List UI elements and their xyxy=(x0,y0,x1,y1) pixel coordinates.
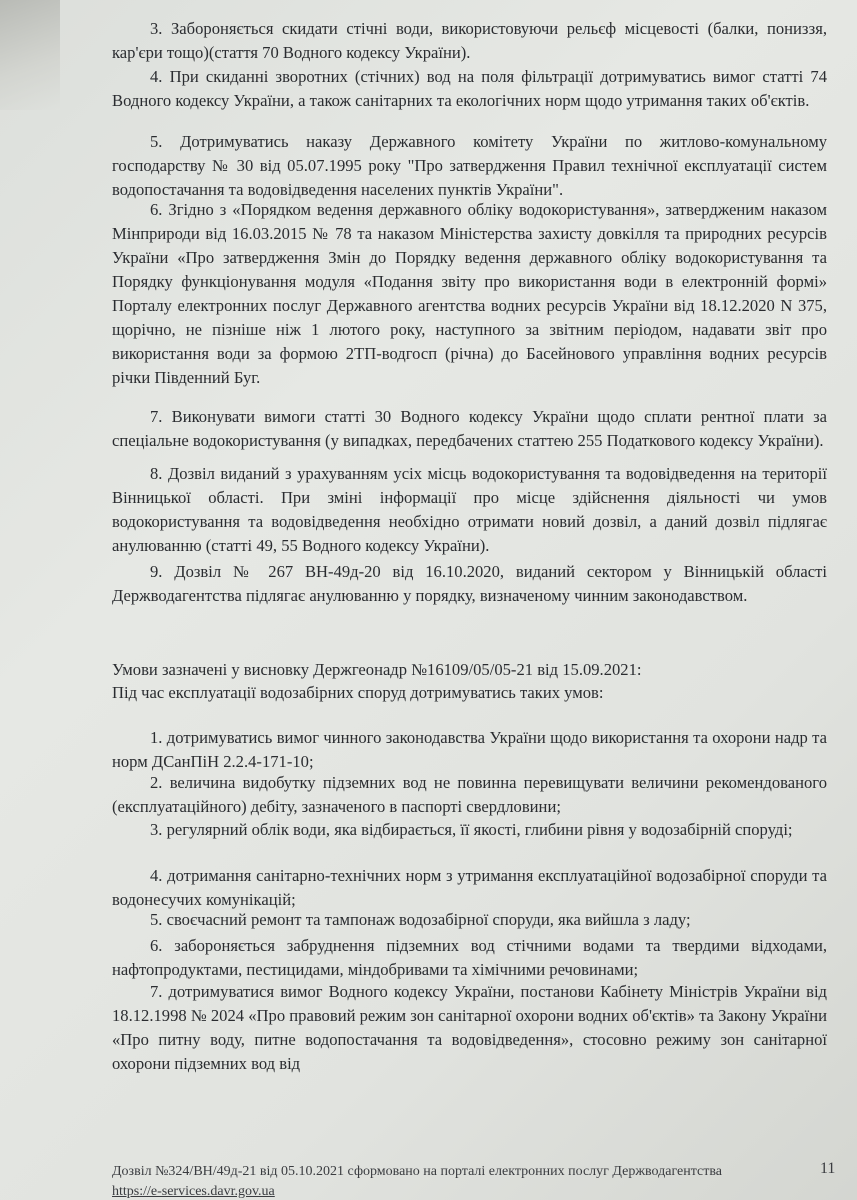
conditions-title: Умови зазначені у висновку Держгеонадр №16109/05/05-21 від 15.09.2021: xyxy=(112,660,642,679)
footer-link[interactable]: https://e-services.davr.gov.ua xyxy=(112,1184,275,1199)
condition-item-2: 2. величина видобутку підземних вод не повинна перевищувати величини рекомендованого (експлуатаційного) дебіту, зазначеного в паспорті свердловини; xyxy=(112,773,827,816)
page-footer xyxy=(112,1162,722,1200)
paragraph-item-9: 9. Дозвіл № 267 ВН-49д-20 від 16.10.2020, виданий сектором у Вінницькій області Держводагентства підлягає анулюванню у порядку, визначеному чинним законодавством. xyxy=(112,562,827,605)
condition-item-1: 1. дотримуватись вимог чинного законодавства України щодо використання та охорони надр та норм ДСанПіН 2.2.4-171-10; xyxy=(112,728,827,771)
paragraph-item-8: 8. Дозвіл виданий з урахуванням усіх місць водокористування та водовідведення на території Вінницької області. При зміні інформації про місце здійснення діяльності чи умов водокористування та водовідведення необхідно отримати новий дозвіл, а даний дозвіл підлягає анулюванню (статті 49, 55 Водного кодексу України). xyxy=(112,464,827,555)
condition-item-5: 5. своєчасний ремонт та тампонаж водозабірної споруди, яка вийшла з ладу; xyxy=(150,910,691,929)
paragraph-item-6: 6. Згідно з «Порядком ведення державного обліку водокористування», затвердженим наказом Мінприроди від 16.03.2015 № 78 та наказом Міністерства захисту довкілля та природних ресурсів України «Про затвердження Змін до Порядку ведення державного обліку водокористування та Порядку функціонування модуля «Подання звіту про використання води в електронній формі» Порталу електронних послуг Державного агентства водних ресурсів України від 18.12.2020 N 375, щорічно, не пізніше ніж 1 лютого року, наступного за звітним періодом, надавати звіт про використання води за формою 2ТП-водгосп (річна) до Басейнового управління водних ресурсів річки Південний Буг. xyxy=(112,200,827,387)
conditions-intro: Під час експлуатації водозабірних споруд дотримуватись таких умов: xyxy=(112,683,604,702)
condition-item-6: 6. забороняється забруднення підземних вод стічними водами та твердими відходами, нафтопродуктами, пестицидами, міндобривами та хімічними речовинами; xyxy=(112,936,827,979)
condition-item-4: 4. дотримання санітарно-технічних норм з утримання експлуатаційної водозабірної споруди та водонесучих комунікацій; xyxy=(112,866,827,909)
paragraph-item-5: 5. Дотримуватись наказу Державного комітету України по житлово-комунальному господарству № 30 від 05.07.1995 року "Про затвердження Правил технічної експлуатації систем водопостачання та водовідведення населених пунктів України". xyxy=(112,132,827,199)
paragraph-item-4: 4. При скиданні зворотних (стічних) вод на поля фільтрації дотримуватись вимог статті 74 Водного кодексу України, а також санітарних та екологічних норм щодо утримання таких об'єктів. xyxy=(112,67,827,110)
page-number: 11 xyxy=(820,1160,836,1177)
page-fold-shadow xyxy=(0,0,60,110)
paragraph-item-7: 7. Виконувати вимоги статті 30 Водного кодексу України щодо сплати рентної плати за спеціальне водокористування (у випадках, передбачених статтею 255 Податкового кодексу України). xyxy=(112,407,827,450)
condition-item-7: 7. дотримуватися вимог Водного кодексу України, постанови Кабінету Міністрів України від 18.12.1998 № 2024 «Про правовий режим зон санітарної охорони водних об'єктів» та Закону України «Про питну воду, питне водопостачання та водовідведення», стосовно режиму зон санітарної охорони підземних вод від xyxy=(112,982,827,1073)
footer-note: Дозвіл №324/ВН/49д-21 від 05.10.2021 сформовано на порталі електронних послуг Держводагентства xyxy=(112,1164,722,1179)
condition-item-3: 3. регулярний облік води, яка відбирається, її якості, глибини рівня у водозабірній споруді; xyxy=(150,820,793,839)
paragraph-item-3: 3. Забороняється скидати стічні води, використовуючи рельєф місцевості (балки, пониззя, кар'єри тощо)(стаття 70 Водного кодексу України). xyxy=(112,19,827,62)
